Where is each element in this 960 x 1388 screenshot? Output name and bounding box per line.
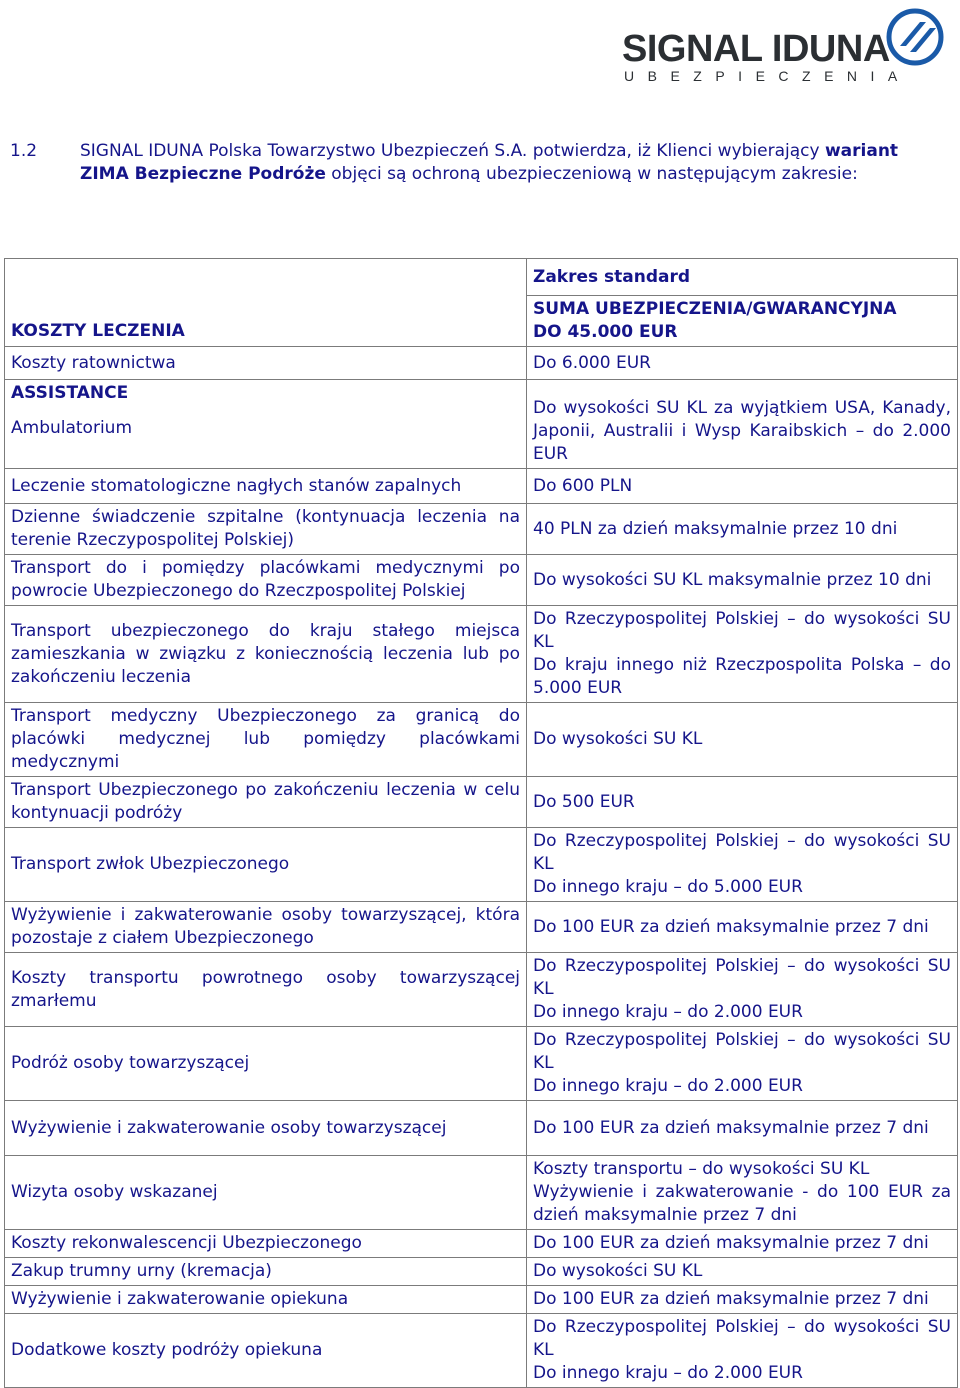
- logo-subtitle: UBEZPIECZENIA: [624, 68, 911, 84]
- table-row: [5, 606, 958, 703]
- row-label: Leczenie stomatologiczne nagłych stanów zapalnych: [5, 469, 527, 504]
- table-row: [5, 1027, 958, 1101]
- row-value: Do 500 EUR: [527, 777, 958, 828]
- intro-bold-variant: wariant ZIMA Bezpieczne Podróże: [80, 141, 899, 184]
- table-row: [5, 347, 958, 380]
- sum-value: DO 45.000 EUR: [533, 322, 678, 342]
- row-value: Do Rzeczypospolitej Polskiej – do wysokości SU KL: [533, 831, 951, 874]
- table-header-row: [5, 259, 958, 296]
- row-label: Dodatkowe koszty podróży opiekuna: [5, 1314, 527, 1388]
- row-value: Do wysokości SU KL za wyjątkiem USA, Kanady, Japonii, Australii i Wysp Karaibskich – do 2.000 EUR: [527, 380, 958, 469]
- row-label: Koszty transportu powrotnego osoby towarzyszącej zmarłemu: [5, 953, 527, 1027]
- row-value: Do innego kraju – do 2.000 EUR: [533, 1363, 803, 1383]
- row-value: Do 6.000 EUR: [527, 347, 958, 380]
- row-value: Do 100 EUR za dzień maksymalnie przez 7 dni: [527, 1101, 958, 1156]
- table-row: [5, 1230, 958, 1258]
- row-value: Koszty transportu – do wysokości SU KL: [533, 1159, 870, 1179]
- row-value: Do kraju innego niż Rzeczpospolita Polska – do 5.000 EUR: [533, 655, 951, 698]
- assistance-cell: [5, 380, 527, 469]
- table-row: [5, 902, 958, 953]
- section-number: 1.2: [10, 141, 38, 161]
- row-value-group: [527, 1027, 958, 1101]
- row-value: Do Rzeczypospolitej Polskiej – do wysokości SU KL: [533, 1317, 951, 1360]
- row-label: Wyżywienie i zakwaterowanie opiekuna: [5, 1286, 527, 1314]
- intro-text-before: SIGNAL IDUNA Polska Towarzystwo Ubezpieczeń S.A. potwierdza, iż Klienci wybierający: [80, 141, 820, 161]
- row-value: Do wysokości SU KL maksymalnie przez 10 dni: [527, 555, 958, 606]
- row-value: Do innego kraju – do 2.000 EUR: [533, 1076, 803, 1096]
- sum-label: SUMA UBEZPIECZENIA/GWARANCYJNA: [533, 299, 897, 319]
- row-label: Transport medyczny Ubezpieczonego za granicą do placówki medycznej lub pomiędzy placówkami medycznymi: [5, 703, 527, 777]
- row-value: 40 PLN za dzień maksymalnie przez 10 dni: [527, 504, 958, 555]
- table-row: [5, 555, 958, 606]
- table-row: [5, 953, 958, 1027]
- row-label: Transport zwłok Ubezpieczonego: [5, 828, 527, 902]
- table-row: [5, 1101, 958, 1156]
- table-row: [5, 380, 958, 469]
- row-label: Wizyta osoby wskazanej: [5, 1156, 527, 1230]
- row-label: Ambulatorium: [11, 418, 133, 438]
- row-value: Do wysokości SU KL: [527, 1258, 958, 1286]
- table-row: [5, 1156, 958, 1230]
- row-value: Do Rzeczypospolitej Polskiej – do wysokości SU KL: [533, 609, 951, 652]
- logo-mark-icon: [886, 8, 944, 66]
- table-header-left: [5, 259, 527, 347]
- koszty-leczenia-label: KOSZTY LECZENIA: [11, 321, 185, 341]
- sum-cell: [527, 296, 958, 347]
- row-value: Do 100 EUR za dzień maksymalnie przez 7 dni: [527, 1230, 958, 1258]
- row-value-group: [527, 828, 958, 902]
- row-value: Do innego kraju – do 5.000 EUR: [533, 877, 803, 897]
- row-label: Wyżywienie i zakwaterowanie osoby towarzyszącej, która pozostaje z ciałem Ubezpieczonego: [5, 902, 527, 953]
- intro-text-after: objęci są ochroną ubezpieczeniową w następującym zakresie:: [331, 164, 858, 184]
- row-value-group: [527, 1156, 958, 1230]
- table-row: [5, 1286, 958, 1314]
- row-value-group: [527, 953, 958, 1027]
- row-value: Do Rzeczypospolitej Polskiej – do wysokości SU KL: [533, 956, 951, 999]
- row-label: Transport do i pomiędzy placówkami medycznymi po powrocie Ubezpieczonego do Rzeczpospolitej Polskiej: [5, 555, 527, 606]
- row-label: Transport ubezpieczonego do kraju stałego miejsca zamieszkania w związku z koniecznością leczenia lub po zakończeniu leczenia: [5, 606, 527, 703]
- row-value-group: [527, 606, 958, 703]
- row-label: Transport Ubezpieczonego po zakończeniu leczenia w celu kontynuacji podróży: [5, 777, 527, 828]
- row-label: Zakup trumny urny (kremacja): [5, 1258, 527, 1286]
- row-label: Koszty rekonwalescencji Ubezpieczonego: [5, 1230, 527, 1258]
- row-label: Koszty ratownictwa: [5, 347, 527, 380]
- table-row: [5, 703, 958, 777]
- row-label: Dzienne świadczenie szpitalne (kontynuacja leczenia na terenie Rzeczypospolitej Polskiej): [5, 504, 527, 555]
- table-row: [5, 1258, 958, 1286]
- row-value: Do 100 EUR za dzień maksymalnie przez 7 dni: [527, 902, 958, 953]
- row-value: Do 100 EUR za dzień maksymalnie przez 7 dni: [527, 1286, 958, 1314]
- table-row: [5, 1314, 958, 1388]
- row-value: Do Rzeczypospolitej Polskiej – do wysokości SU KL: [533, 1030, 951, 1073]
- row-label: Wyżywienie i zakwaterowanie osoby towarzyszącej: [5, 1101, 527, 1156]
- table-row: [5, 777, 958, 828]
- row-value: Do 600 PLN: [527, 469, 958, 504]
- row-value: Do wysokości SU KL: [527, 703, 958, 777]
- row-value: Do innego kraju – do 2.000 EUR: [533, 1002, 803, 1022]
- row-value: Wyżywienie i zakwaterowanie - do 100 EUR za dzień maksymalnie przez 7 dni: [533, 1182, 951, 1225]
- intro-paragraph: [10, 140, 910, 186]
- table-header-right: Zakres standard: [527, 259, 958, 296]
- row-label: Podróż osoby towarzyszącej: [5, 1027, 527, 1101]
- table-row: [5, 828, 958, 902]
- coverage-table: [4, 258, 958, 1388]
- company-logo: [614, 8, 944, 88]
- table-row: [5, 504, 958, 555]
- assistance-label: ASSISTANCE: [11, 383, 129, 403]
- logo-brand: SIGNAL IDUNA: [622, 28, 890, 70]
- row-value-group: [527, 1314, 958, 1388]
- table-row: [5, 469, 958, 504]
